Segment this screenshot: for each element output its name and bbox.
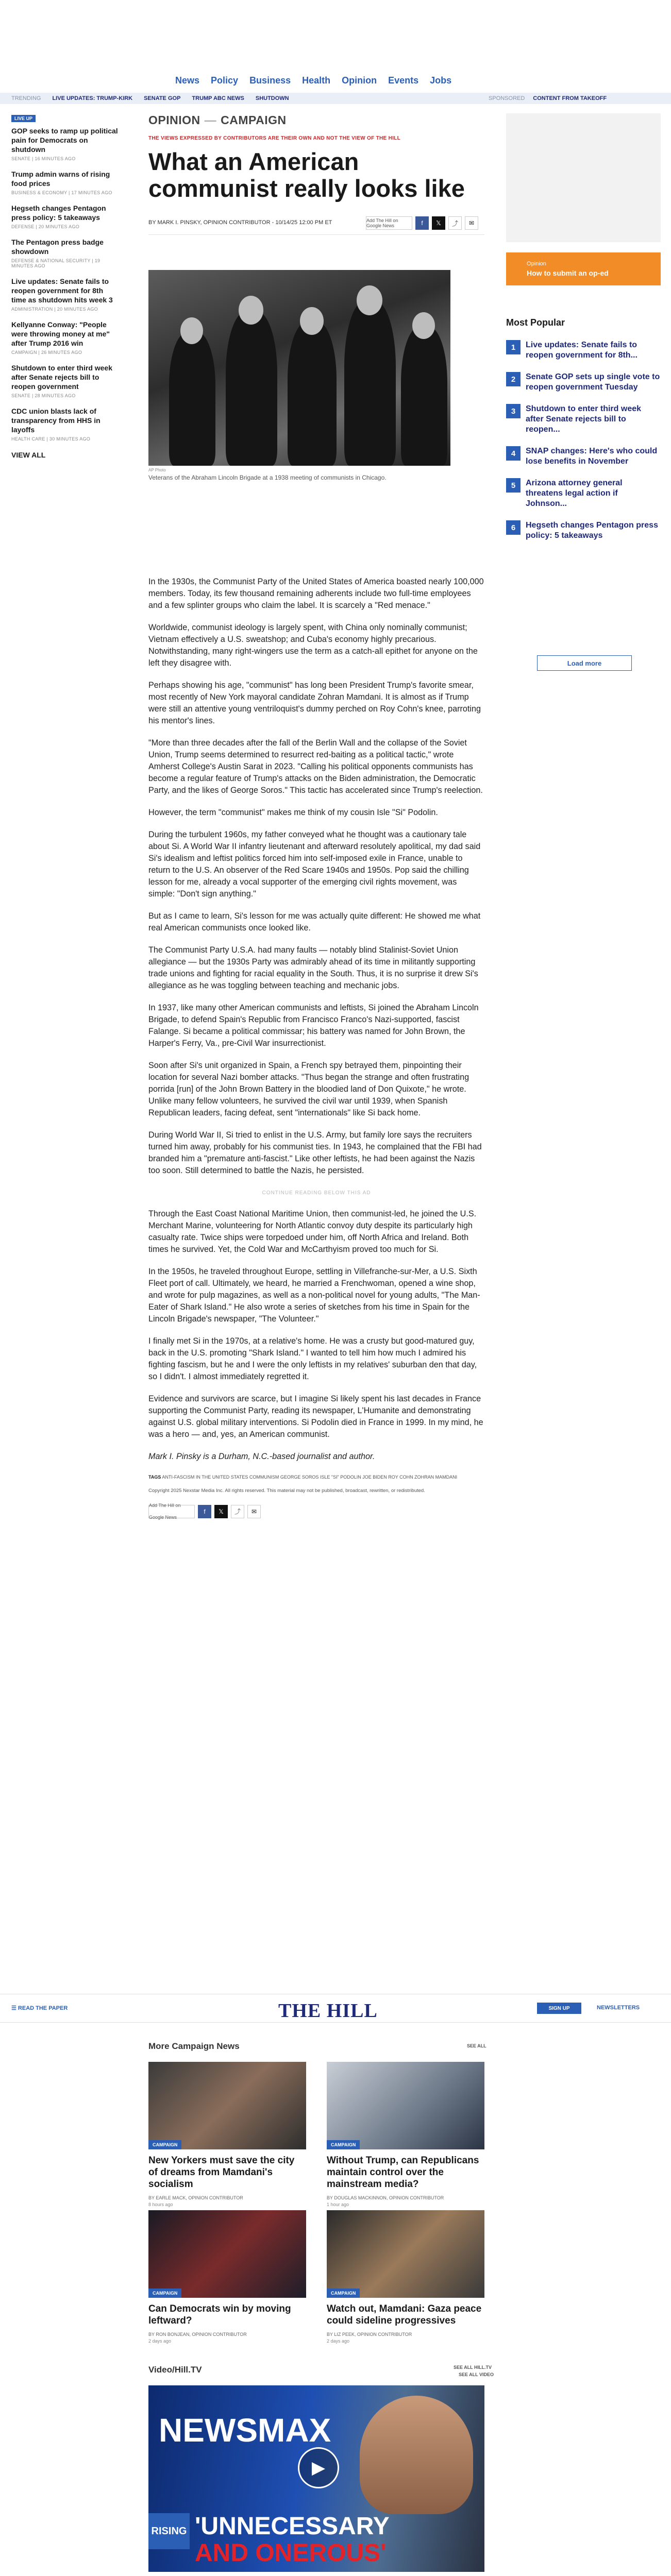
newsletters-link[interactable]: NEWSLETTERS — [597, 2005, 640, 2011]
latest-item[interactable]: Shutdown to enter third week after Senate rejects bill to reopen government SENATE | 28 MINUTES AGO — [11, 364, 113, 398]
google-news-button[interactable]: Add The Hill on Google News — [366, 216, 412, 230]
most-popular-item[interactable]: 6 Hegseth changes Pentagon press policy: 5 takeaways — [506, 520, 661, 541]
card-time: 2 days ago — [327, 2338, 350, 2344]
ad-slot — [506, 113, 661, 242]
tags-label: TAGS — [148, 1475, 161, 1480]
news-card[interactable] — [327, 2062, 484, 2207]
read-the-paper-link[interactable]: ☰ READ THE PAPER — [11, 2005, 68, 2011]
card-time: 8 hours ago — [148, 2202, 173, 2207]
rank-number: 6 — [506, 520, 521, 535]
photo-credit: AP Photo — [148, 468, 166, 472]
the-hill-logo[interactable]: THE HILL — [278, 2000, 378, 2022]
speaker-face — [360, 2396, 473, 2514]
article-tags — [148, 1473, 484, 1481]
paragraph: Evidence and survivors are scarce, but I imagine Si likely spent his last decades in France supporting the Communist Party, reading its newspaper, L'Humanite and demonstrating against U.S. global military interventions. Si Podolin died in France in 1999. In my mind, he was a hero — and, yes, an American communist. — [148, 1394, 483, 1439]
see-all-hilltv-link[interactable]: SEE ALL HILL.TV — [454, 2365, 492, 2370]
rank-number: 3 — [506, 404, 521, 418]
article-header — [148, 113, 484, 235]
card-image — [327, 2062, 484, 2149]
breadcrumb-section[interactable]: OPINION — [148, 113, 200, 127]
video-overlay-line1: 'UNNECESSARY — [195, 2513, 390, 2540]
most-popular-title: Most Popular — [506, 317, 565, 328]
breadcrumb-subsection[interactable]: CAMPAIGN — [221, 113, 287, 127]
latest-item[interactable]: Trump admin warns of rising food prices BUSINESS & ECONOMY | 17 MINUTES AGO — [11, 170, 112, 195]
article-body — [148, 576, 484, 1518]
google-news-button[interactable]: Add The Hill on Google News — [148, 1505, 195, 1518]
trending-item[interactable]: TRUMP ABC NEWS — [192, 95, 244, 101]
card-tag: CAMPAIGN — [148, 2140, 181, 2149]
author-note: Mark I. Pinsky is a Durham, N.C.-based journalist and author. — [148, 1452, 375, 1461]
card-byline: BY DOUGLAS MACKINNON, OPINION CONTRIBUTOR — [327, 2195, 444, 2200]
card-tag: CAMPAIGN — [327, 2140, 360, 2149]
paragraph: In the 1930s, the Communist Party of the United States of America boasted nearly 100,000 members. Today, its few thousand remaining adherents include two full-time employees and a few splinter groups who claim the label. It is scarcely a "Red menace." — [148, 577, 484, 610]
most-popular-list — [506, 340, 661, 552]
nav-jobs[interactable]: Jobs — [430, 75, 452, 86]
latest-item[interactable]: Kellyanne Conway: "People were throwing money at me" after Trump 2016 win CAMPAIGN | 26 MINUTES AGO — [11, 320, 110, 355]
paragraph: In the 1950s, he traveled throughout Europe, settling in Villefranche-sur-Mer, a U.S. Sixth Fleet port of call. Ultimately, we heard, he married a Frenchwoman, opened a wine shop, and wrote for pulp magazines, as well as a non-political novel for young adults, "The Man-Eater of Shark Island." He also wrote a series of sketches from his time in Spain for the Lincoln Brigade's newspaper, "The Volunteer." — [148, 1267, 480, 1324]
video-overlay-line2: AND ONEROUS' — [195, 2539, 387, 2567]
video-section-title: Video/Hill.TV — [148, 2365, 202, 2375]
most-popular-item[interactable]: 5 Arizona attorney general threatens legal action if Johnson... — [506, 478, 661, 509]
nav-events[interactable]: Events — [388, 75, 419, 86]
news-card[interactable] — [148, 2062, 306, 2207]
card-headline[interactable]: Without Trump, can Republicans maintain control over the mainstream media? — [327, 2155, 479, 2190]
share-buttons — [366, 216, 478, 230]
breadcrumb-separator: — — [204, 113, 217, 127]
photo-caption: Veterans of the Abraham Lincoln Brigade at a 1938 meeting of communists in Chicago. — [148, 474, 387, 481]
paragraph: Perhaps showing his age, "communist" has long been President Trump's favorite smear, most recently of New York mayoral candidate Zohran Mamdani. It is almost as if Trump were still an attentive young ventriloquist's dummy perched on Roy Cohn's knee, parroting his mentor's lines. — [148, 681, 481, 725]
news-card[interactable] — [148, 2210, 306, 2344]
load-more-button[interactable]: Load more — [537, 655, 632, 671]
the-hill-bar — [0, 1994, 671, 2023]
op-ed-promo[interactable] — [506, 252, 661, 285]
sponsored-link[interactable]: CONTENT FROM TAKEOFF — [533, 95, 607, 101]
view-all-link[interactable]: VIEW ALL — [11, 451, 46, 459]
nav-opinion[interactable]: Opinion — [342, 75, 377, 86]
trending-bar — [0, 93, 671, 104]
byline-row — [148, 216, 484, 235]
opinion-disclaimer: THE VIEWS EXPRESSED BY CONTRIBUTORS ARE THEIR OWN AND NOT THE VIEW OF THE HILL — [148, 135, 400, 141]
share-icon[interactable]: ⤴ — [231, 1505, 244, 1518]
nav-news[interactable]: News — [175, 75, 200, 86]
x-icon[interactable]: 𝕏 — [432, 216, 445, 230]
latest-item[interactable]: The Pentagon press badge showdown DEFENSE & NATIONAL SECURITY | 19 MINUTES AGO — [11, 238, 104, 268]
paragraph: However, the term "communist" makes me think of my cousin Isle "Si" Podolin. — [148, 808, 438, 817]
rank-number: 5 — [506, 478, 521, 493]
card-image — [327, 2210, 484, 2298]
email-icon[interactable]: ✉ — [465, 216, 478, 230]
share-buttons-bottom — [148, 1505, 484, 1518]
rank-number: 2 — [506, 372, 521, 386]
top-navigation — [0, 0, 671, 93]
sponsored-label: SPONSORED — [489, 95, 525, 101]
paragraph: Soon after Si's unit organized in Spain, a French spy betrayed them, pinpointing their location for several Nazi bomber attacks. "Thus began the strange and often frustrating porrida [run] of the John Brown Battery in the bloodied land of Don Quixote," he wrote. Unlike many fellow volunteers, he survived the civil war until 1939, when Spanish Republican leaders, facing defeat, sent "internationals" like Si back home. — [148, 1061, 469, 1117]
card-time: 2 days ago — [148, 2338, 172, 2344]
facebook-icon[interactable]: f — [415, 216, 429, 230]
video-player[interactable] — [148, 2385, 484, 2572]
article-byline: BY MARK I. PINSKY, OPINION CONTRIBUTOR - 10/14/25 12:00 PM ET — [148, 219, 332, 226]
newsmax-logo: NEWSMAX — [159, 2412, 331, 2449]
article-photo — [148, 270, 450, 466]
trending-label: TRENDING — [11, 95, 41, 101]
latest-item[interactable]: Hegseth changes Pentagon press policy: 5 takeaways DEFENSE | 20 MINUTES AGO — [11, 204, 106, 229]
promo-kicker: Opinion — [527, 261, 546, 267]
paragraph: I finally met Si in the 1970s, at a relative's home. He was a crusty but good-matured guy, back in the U.S. promoting "Shark Island." I wanted to tell him how much I admired his fighting fascism, but he and I were the only leftists in my relatives' suburban den that day, so I didn't. I almost immediately regretted it. — [148, 1336, 477, 1381]
sign-up-button[interactable]: SIGN UP — [537, 2003, 581, 2014]
card-byline: BY RON BONJEAN, OPINION CONTRIBUTOR — [148, 2332, 247, 2337]
trending-item[interactable]: LIVE UPDATES: TRUMP-KIRK — [52, 95, 133, 101]
paragraph: But as I came to learn, Si's lesson for me was actually quite different: He showed me what real American communists once looked like. — [148, 911, 481, 933]
email-icon[interactable]: ✉ — [247, 1505, 261, 1518]
card-time: 1 hour ago — [327, 2202, 349, 2207]
card-headline[interactable]: Watch out, Mamdani: Gaza peace could sideline progressives — [327, 2303, 482, 2326]
nav-policy[interactable]: Policy — [211, 75, 239, 86]
right-rail — [506, 113, 661, 667]
card-tag: CAMPAIGN — [148, 2289, 181, 2298]
paragraph: "More than three decades after the fall of the Berlin Wall and the collapse of the Soviet Union, Trump seems determined to resurrect red-baiting as a political tactic," wrote Amherst College's Austin Sarat in 2023. "Calling his political opponents communists has become a regular feature of Trump's attacks on the Biden administration, the Democratic Party, and the likes of George Soros." This tactic has accelerated since Trump's reelection. — [148, 738, 483, 795]
copyright: Copyright 2025 Nexstar Media Inc. All rights reserved. This material may not be published, broadcast, rewritten, or redistributed. — [148, 1488, 425, 1494]
live-badge: LIVE UP — [11, 115, 36, 122]
facebook-icon[interactable]: f — [198, 1505, 211, 1518]
card-byline: BY EARLE MACK, OPINION CONTRIBUTOR — [148, 2195, 243, 2200]
rank-number: 1 — [506, 340, 521, 354]
card-byline: BY LIZ PEEK, OPINION CONTRIBUTOR — [327, 2332, 412, 2337]
inline-ad-label: CONTINUE READING BELOW THIS AD — [262, 1190, 371, 1196]
breadcrumb — [148, 113, 484, 127]
trending-item[interactable]: SHUTDOWN — [255, 95, 289, 101]
paragraph: During the turbulent 1960s, my father conveyed what he thought was a cautionary tale about Si. A World War II infantry lieutenant and afterward resolutely apolitical, my dad said Si's idealism and leftist politics forced him into self-imposed exile in France, unable to return to the U.S. An observer of the Red Scare 1940s and 1950s. Pop said the chilling lesson for me, already a vocal supporter of the emerging civil rights movement, was simple: "Don't sign anything." — [148, 830, 481, 899]
promo-link[interactable]: How to submit an op-ed — [527, 269, 609, 277]
article-headline: What an American communist really looks like — [148, 148, 465, 202]
news-card[interactable] — [327, 2210, 484, 2344]
paragraph: The Communist Party U.S.A. had many faults — notably blind Stalinist-Soviet Union allegiance — but the 1930s Party was admirably ahead of its time in militantly supporting trade unions and fighting for racial equality in the South. Thus, it is no surprise it drew Si's allegiance as he was toggling between teaching and mechanic jobs. — [148, 945, 478, 990]
paragraph: In 1937, like many other American communists and leftists, Si joined the Abraham Lincoln Brigade, to defend Spain's Republic from Francisco Franco's Nazi-supported, fascist Falange. Si became a political commissar; his battery was named for John Brown, the Harper's Ferry, Va., pre-Civil War insurrectionist. — [148, 1003, 479, 1048]
more-campaign-title: More Campaign News — [148, 2041, 240, 2051]
most-popular-item[interactable]: 3 Shutdown to enter third week after Senate rejects bill to reopen... — [506, 404, 661, 435]
latest-news-rail — [11, 113, 119, 459]
nav-business[interactable]: Business — [249, 75, 291, 86]
x-icon[interactable]: 𝕏 — [214, 1505, 228, 1518]
paragraph: During World War II, Si tried to enlist in the U.S. Army, but family lore says the recruiters turned him away, probably for his communist ties. In 1943, he complained that the FBI had branded him a "premature anti-fascist." Like other leftists, he had been against the Nazis too soon. Still determined to battle the Nazis, he persisted. — [148, 1130, 482, 1175]
card-tag: CAMPAIGN — [327, 2289, 360, 2298]
share-icon[interactable]: ⤴ — [448, 216, 462, 230]
most-popular-item[interactable]: 2 Senate GOP sets up single vote to reopen government Tuesday — [506, 372, 661, 393]
latest-item[interactable]: Live updates: Senate fails to reopen government for 8th time as shutdown hits week 3 ADMINISTRATION | 20 MINUTES AGO — [11, 277, 113, 312]
card-headline[interactable]: New Yorkers must save the city of dreams from Mamdani's socialism — [148, 2155, 295, 2190]
play-icon[interactable]: ▶ — [298, 2447, 339, 2488]
paragraph: Through the East Coast National Maritime Union, then communist-led, he joined the U.S. Merchant Marine, volunteering for North Atlantic convoy duty despite its particularly high casualty rate. Twice ships were torpedoed under him, off North Africa and Ireland. Both times he survived. Yet, the Cold War and McCarthyism proved too much for Si. — [148, 1209, 477, 1254]
most-popular-item[interactable]: 4 SNAP changes: Here's who could lose benefits in November — [506, 446, 661, 467]
main-nav-links — [175, 75, 451, 86]
latest-item[interactable]: GOP seeks to ramp up political pain for Democrats on shutdown SENATE | 16 MINUTES AGO — [11, 127, 118, 161]
card-image — [148, 2210, 306, 2298]
nav-health[interactable]: Health — [302, 75, 331, 86]
rising-badge: RISING — [148, 2513, 190, 2549]
see-all-link[interactable]: SEE ALL — [467, 2043, 487, 2048]
menu-icon: ☰ — [11, 2005, 18, 2011]
most-popular-item[interactable]: 1 Live updates: Senate fails to reopen government for 8th... — [506, 340, 661, 361]
trending-item[interactable]: SENATE GOP — [144, 95, 181, 101]
see-all-video-link[interactable]: SEE ALL VIDEO — [459, 2372, 494, 2377]
rank-number: 4 — [506, 446, 521, 461]
tags-list[interactable]: ANTI-FASCISM IN THE UNITED STATES COMMUNISM GEORGE SOROS ISLE "SI" PODOLIN JOE BIDEN ROY COHN ZOHRAN MAMDANI — [162, 1475, 458, 1480]
card-headline[interactable]: Can Democrats win by moving leftward? — [148, 2303, 291, 2326]
paragraph: Worldwide, communist ideology is largely spent, with China only nominally communist; Vietnam effectively a U.S. sweatshop; and Cuba's economy highly precarious. Notwithstanding, many right-wingers use the term as a catch-all epithet for anyone on the left they disagree with. — [148, 623, 478, 668]
latest-item[interactable]: CDC union blasts lack of transparency from HHS in layoffs HEALTH CARE | 30 MINUTES AGO — [11, 407, 100, 442]
card-image — [148, 2062, 306, 2149]
